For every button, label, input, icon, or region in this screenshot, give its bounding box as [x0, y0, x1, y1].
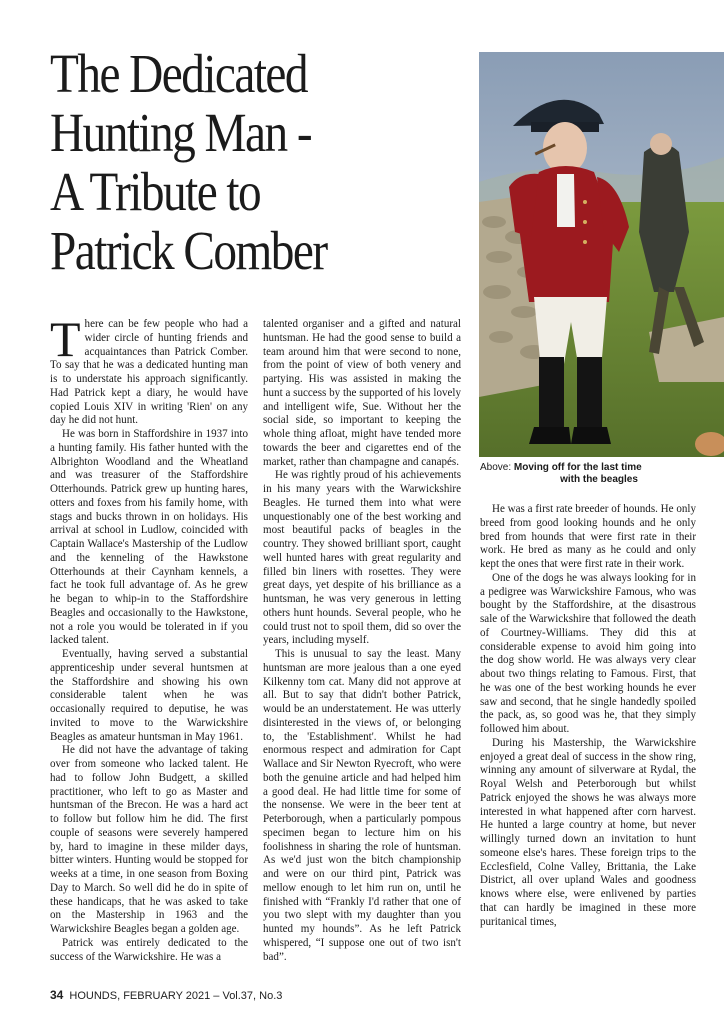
article-column-2	[263, 318, 461, 964]
title-line: Patrick Comber	[50, 220, 327, 281]
publication-info: HOUNDS, FEBRUARY 2021 – Vol.37, No.3	[69, 990, 283, 1002]
paragraph: One of the dogs he was always looking for in a pedigree was Warwickshire Famous, who was bought by the Staffordshire, at the disastrous sale of the Warwickshire that followed the death of Courtney-Williams. They did this at considerable expense to avoid him going into the dog show world. He was always very clear about two things relating to Famous. First, that he was one of the best working hounds he ever saw and second, that he single handedly spoiled the pack, as, so good was he, that they simply followed him about.	[480, 571, 696, 735]
page-number: 34	[50, 988, 64, 1002]
caption-line-1: Moving off for the last time	[513, 462, 642, 473]
article-column-3	[480, 503, 696, 929]
paragraph: This is unusual to say the least. Many huntsman are more jealous than a one eyed Kilkenny tom cat. Many did not approve at all. But to say that didn't bother Patrick, would be an understatement. He was utterly disinterested in the views of, or belonging to, the 'Establishment'. Whilst he had enormous respect and admiration for Capt Wallace and Sir Newton Ryecroft, who were both the genuine article and had helped him a good deal. He had little time for some of the nonsense. We were in the beer tent at Peterborough, when a particularly pompous specimen began to lecture him on his foolishness in sharing the role of huntsman. As we'd just won the bitch championship and were on our third pint, Patrick was mellow enough to let him run on, until he finished with “Frankly I'd rather that one of you two slept with my daughter than you hunted my hounds”. As he left Patrick whispered, “I suppose one out of two isn't bad”.	[263, 648, 461, 963]
photo-huntsman	[479, 52, 724, 457]
paragraph	[50, 311, 248, 428]
paragraph: Patrick was entirely dedicated to the success of the Warwickshire. He was a	[50, 936, 248, 963]
paragraph-text: here can be few people who had a wider circle of hunting friends and acquaintances than Patrick Comber. To say that he was a dedicated hunting man is to understate his approach significantly. Had Patrick kept a diary, he would have copied Louis XIV in writing 'Rien' on any day he did not hunt.	[50, 318, 248, 427]
page-footer	[50, 988, 282, 1002]
title-line: A Tribute to	[50, 161, 261, 222]
title-line: Hunting Man -	[50, 102, 312, 163]
title-line: The Dedicated	[50, 43, 307, 104]
paragraph: talented organiser and a gifted and natural huntsman. He had the good sense to build a team around him that were second to none, from the point of view of both venery and partying. His was assisted in making the hunt a success by the supported of his lovely and intelligent wife, Sue. Without her the social side, so important to keeping the whole thing afloat, might have tended more towards the beer and cigarettes end of the market, rather than champagne and canapés.	[263, 318, 461, 468]
article-title	[50, 44, 411, 280]
paragraph: He did not have the advantage of taking over from someone who lacked talent. He had to follow John Budgett, a skilled practitioner, who left to go as Master and huntsman of the Brecon. He was a hard act to follow but follow him he did. The first couple of seasons were severely hampered by, hard to imagine in these milder days, bitter winters. Hunting would be stopped for weeks at a time, in one season from Boxing Day to March. So well did he do in spite of these handicaps, that he was asked to take on the Mastership in 1963 and the Warwickshire Beagles began a golden age.	[50, 744, 248, 935]
caption-line-2: with the beagles	[560, 474, 638, 485]
paragraph: Eventually, having served a substantial apprenticeship under several huntsmen at the Staffordshire and showing his own considerable talent when he was occasionally required to deputise, he was invited to move to the Warwickshire Beagles as amateur huntsman in May 1961.	[50, 648, 248, 743]
paragraph: During his Mastership, the Warwickshire enjoyed a great deal of success in the show ring, winning any amount of silverware at Rydal, the Royal Welsh and Peterborough but whilst Patrick enjoyed the shows he was always more interested in what happened after corn harvest. He hunted a large country at home, but never willingly turned down an invitation to hunt someone else's hares. These foreign trips to the Ecclesfield, Colne Valley, Brittania, the Lake District, all over upland Wales and goodness knows where else, were enlivened by parties that can hardly be imagined in these more puritanical times,	[480, 736, 696, 928]
drop-cap: T	[50, 311, 81, 367]
article-column-1	[50, 311, 248, 964]
caption-lead: Above:	[480, 462, 514, 473]
paragraph: He was born in Staffordshire in 1937 into a hunting family. His father hunted with the Albrighton Woodland and the Wheatland and was treasurer of the Staffordshire Otterhounds. Patrick grew up hunting hares, otters and foxes from his family home, with stags and bucks thrown in on holidays. His arrival at school in Ludlow, coincided with Captain Wallace's Mastership of the Ludlow and the kenneling of the Hawkstone Otterhounds at their Caynham kennels, a fact he took full advantage of. As he grew he began to whip-in to the Staffordshire Beagles and occasionally to the Hawkstone, not a role you would be tolerated in if you lacked talent.	[50, 428, 248, 647]
paragraph: He was rightly proud of his achievements in his many years with the Warwickshire Beagles. He turned them into what were unquestionably one of the best working and most beautiful packs of beagles in the country. They showed brilliant sport, caught well hunted hares with great regularity and filled bin liners with rosettes. They were great days, yet despite of his brilliance as a huntsman, he was very generous in letting others hunt hounds. Several people, who he could trust not to spoil them, did so over the years, including myself.	[263, 469, 461, 647]
paragraph: He was a first rate breeder of hounds. He only breed from good looking hounds and he only bred from hounds that were first rate in their work. He bred as many as he could and only kept the ones that were first rate in their work.	[480, 503, 696, 570]
photo-caption	[480, 462, 718, 486]
